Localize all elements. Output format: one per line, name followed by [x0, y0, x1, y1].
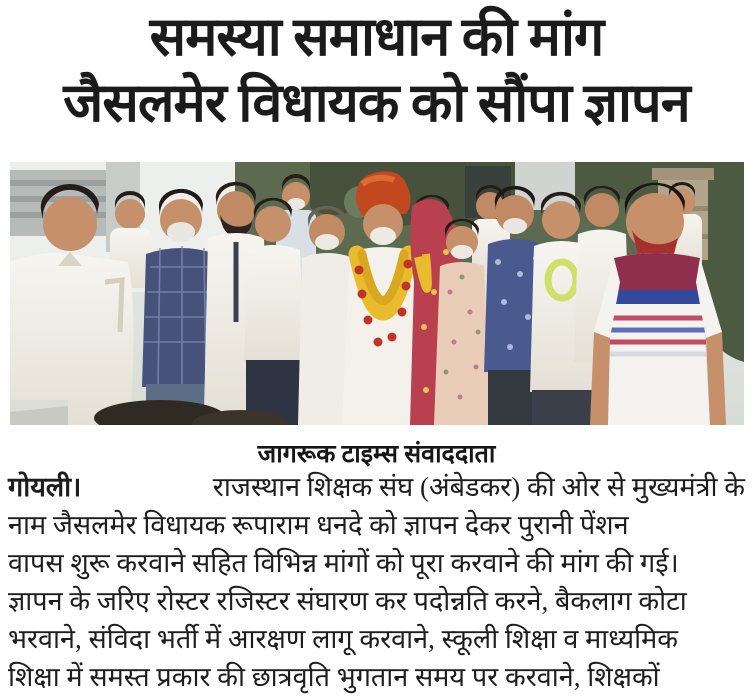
body-line-1: [8, 468, 745, 506]
dateline: गोयली।: [8, 472, 82, 502]
article-body: [8, 468, 745, 696]
body-line-4: ज्ञापन के जरिए रोस्टर रजिस्टर संघारण कर पदोन्नति करने, बैकलाग कोटा: [8, 586, 687, 616]
article-photo: [10, 162, 744, 425]
body-line-5: भरवाने, संविदा भर्ती में आरक्षण लागू करवाने, स्कूली शिक्षा व माध्यमिक: [8, 624, 678, 654]
body-line-1-text: राजस्थान शिक्षक संघ (अंबेडकर) की ओर से मुख्यमंत्री के: [212, 472, 745, 502]
body-line-3: वापस शुरू करवाने सहित विभिन्न मांगों को पूरा करवाने की मांग की गई।: [8, 548, 679, 578]
body-line-2: नाम जैसलमेर विधायक रूपाराम धनदे को ज्ञापन देकर पुरानी पेंशन: [8, 510, 629, 540]
headline-line-1: समस्या समाधान की मांग: [149, 7, 604, 67]
headline-line-2: जैसलमेर विधायक को सौंपा ज्ञापन: [63, 73, 690, 133]
byline: जागरूक टाइम्स संवाददाता: [257, 441, 496, 468]
headline: [0, 0, 753, 136]
body-line-6: शिक्षा में समस्त प्रकार की छात्रवृति भुगतान समय पर करवाने, शिक्षकों: [8, 662, 660, 692]
